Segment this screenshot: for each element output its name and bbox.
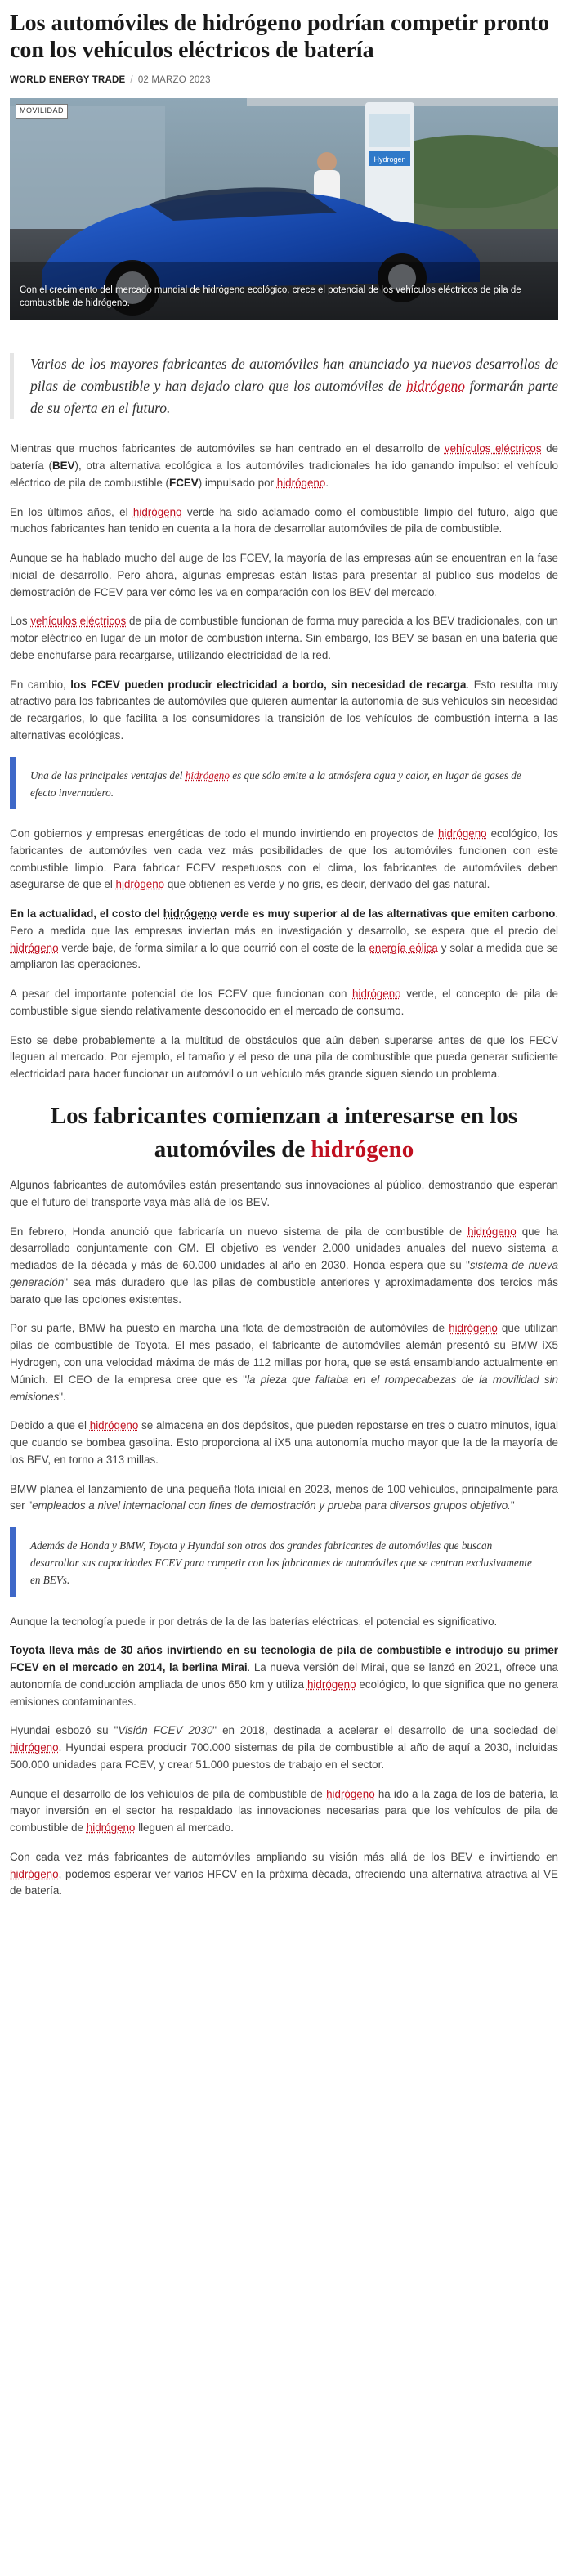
paragraph — [10, 1849, 558, 1900]
bold-text: BEV — [51, 459, 75, 473]
station-sign: Hydrogen — [373, 155, 406, 164]
text: Varios de los mayores fabricantes de automóviles han anunciado ya nuevos desarrollos de pilas de combustible y han dejado claro que los automóviles de — [30, 355, 558, 394]
article-title: Los automóviles de hidrógeno podrían competir pronto con los vehículos eléctricos de batería — [10, 11, 550, 64]
text: lleguen al mercado. — [135, 1821, 234, 1835]
text: A pesar del importante potencial de los FCEV que funcionan con — [10, 988, 353, 1001]
text: Los fabricantes comienzan a interesarse en los automóviles de — [50, 1102, 518, 1163]
link-hidrogeno[interactable]: hidrógeno — [89, 1419, 139, 1432]
text: verde baje, de forma similar a lo que ocurrió con el coste de la — [58, 941, 369, 954]
paragraph: Esto se debe probablemente a la multitud de obstáculos que aún deben superarse antes de que los FECV lleguen al mercado. Por ejemplo, el tamaño y el peso de una pila de combustible que pueda generar suficiente electricidad para hacer funcionar un automóvil o un vehículo más grande siguen siendo un problema. — [10, 1033, 558, 1081]
paragraph: Algunos fabricantes de automóviles están presentando sus innovaciones al público, demostrando que esperan que el futuro del transporte vaya más allá de los BEV. — [10, 1179, 558, 1208]
link-vehiculos-electricos[interactable]: vehículos eléctricos — [444, 442, 542, 455]
paragraph — [10, 1786, 558, 1837]
bold-text: FCEV — [169, 476, 199, 489]
text: , podemos esperar ver varios HFCV en la próxima década, ofreciendo una alternativa atractiva al VE de batería. — [10, 1867, 558, 1897]
text: En los últimos años, el — [10, 505, 133, 518]
quote-bar — [10, 1527, 16, 1597]
text: En febrero, Honda anunció que fabricaría un nuevo sistema de pila de combustible de — [10, 1225, 468, 1238]
category-badge[interactable]: MOVILIDAD — [16, 104, 68, 119]
link-hidrogeno[interactable]: hidrógeno — [10, 1867, 59, 1880]
italic-text: la pieza que faltaba en el rompecabezas de la movilidad sin emisiones — [10, 1373, 558, 1403]
quote-text — [16, 757, 558, 809]
text: " — [510, 1499, 515, 1512]
paragraph: Aunque la tecnología puede ir por detrás de la de las baterías eléctricas, el potencial es significativo. — [10, 1615, 498, 1628]
bold-text: los FCEV pueden producir electricidad a bordo, sin necesidad de recarga — [70, 678, 467, 691]
article-body — [10, 441, 558, 1900]
text: y solar a medida que se ampliaron las operaciones. — [10, 941, 558, 971]
link-hidrogeno[interactable]: hidrógeno — [467, 1225, 517, 1238]
paragraph — [10, 677, 558, 745]
article-date: 02 MARZO 2023 — [137, 75, 211, 86]
paragraph — [10, 826, 558, 894]
text: ha ido a la zaga de los de batería, la mayor inversión en el sector ha respaldado las innovaciones necesarias para que los vehículos de pila de combustible de — [10, 1787, 558, 1835]
link-energia-eolica[interactable]: energía eólica — [369, 941, 438, 954]
italic-text: sistema de nueva generación — [10, 1259, 558, 1288]
text: que obtienen es verde y no gris, es decir, derivado del gas natural. — [164, 878, 490, 891]
link-hidrogeno[interactable]: hidrógeno — [185, 768, 230, 782]
text: ) impulsado por — [198, 476, 277, 489]
text: ". — [59, 1390, 66, 1403]
quote-bar — [10, 757, 16, 809]
text: ), otra alternativa ecológica a los automóviles tradicionales ha ido ganando impulso: el vehículo eléctrico de pila de combustible ( — [10, 459, 558, 489]
paragraph — [10, 906, 558, 974]
bold-text: En la actualidad, el costo del — [10, 907, 163, 921]
paragraph — [10, 1224, 558, 1309]
text: que ha desarrollado conjuntamente con GM. El objetivo es vender 2.000 unidades anuales del nuevo sistema a mediados de la década y más de 60.000 unidades al año en 2030. Honda espera que su " — [10, 1225, 558, 1272]
paragraph — [10, 441, 558, 491]
section-heading — [18, 1100, 550, 1166]
hero-caption: Con el crecimiento del mercado mundial de hidrógeno ecológico, crece el potencial de los vehículos eléctricos de pila de combustible de hidrógeno. — [20, 284, 521, 309]
link-hidrogeno[interactable]: hidrógeno — [10, 941, 59, 954]
link-hidrogeno[interactable]: hidrógeno — [10, 1741, 59, 1754]
link-vehiculos-electricos[interactable]: vehículos eléctricos — [30, 615, 127, 628]
link-hidrogeno[interactable]: hidrógeno — [115, 878, 165, 891]
paragraph — [10, 1320, 558, 1405]
paragraph: Aunque se ha hablado mucho del auge de los FCEV, la mayoría de las empresas aún se encuentran en la fase inicial de desarrollo. Pero ahora, algunas empresas están listas para presentar al público sus modelos de demostración de FCEV para ver cómo les va en comparación con los BEV del mercado. — [10, 552, 558, 598]
text: de batería ( — [10, 442, 558, 473]
text: . — [325, 476, 329, 489]
text: Con cada vez más fabricantes de automóviles ampliando su visión más allá de los BEV e invirtiendo en — [10, 1850, 558, 1863]
italic-text: Visión FCEV 2030 — [118, 1724, 213, 1737]
paragraph — [10, 986, 558, 1020]
heading-highlight: hidrógeno — [311, 1136, 414, 1163]
text: . La nueva versión del Mirai, que se lanzó en 2021, ofrece una autonomía de conducción ampliada de unos 650 km y utiliza — [10, 1661, 558, 1691]
hero-image — [10, 98, 558, 320]
text: " sea más duradero que las pilas de combustible anteriores y aproximadamente dos tercios más barato que las opciones existentes. — [10, 1275, 558, 1306]
text: Debido a que el — [10, 1419, 90, 1432]
bold-text: verde es muy superior al de las alternativas que emiten carbono — [217, 907, 556, 921]
text: Hyundai esbozó su " — [10, 1724, 119, 1737]
text: Por su parte, BMW ha puesto en marcha una flota de demostración de automóviles de — [10, 1322, 449, 1335]
text: . Hyundai espera producir 700.000 sistemas de pila de combustible al año de aquí a 2030, incluidas 500.000 unidades para FCEV, y crear 51.000 puestos de trabajo en el sector. — [10, 1741, 558, 1771]
italic-text: empleados a nivel internacional con fines de demostración y prueba para diversos grupos objetivo. — [32, 1499, 511, 1512]
text: formarán parte de su oferta en el futuro. — [30, 378, 558, 417]
paragraph — [10, 1481, 558, 1516]
link-hidrogeno[interactable]: hidrógeno — [406, 378, 465, 394]
quote-text: Además de Honda y BMW, Toyota y Hyundai son otros dos grandes fabricantes de automóviles que buscan desarrollar sus capacidades FCEV para competir con los fabricantes de automóviles que se centran exclusivamente en BEVs. — [30, 1539, 532, 1587]
paragraph — [10, 1723, 558, 1773]
link-hidrogeno[interactable]: hidrógeno — [449, 1322, 498, 1335]
text: BMW planea el lanzamiento de una pequeña flota inicial en 2023, menos de 100 vehículos, principalmente para ser " — [10, 1482, 558, 1512]
article-source[interactable]: WORLD ENERGY TRADE — [10, 75, 126, 86]
text: Una de las principales ventajas del — [30, 768, 186, 782]
text: " en 2018, destinada a acelerar el desarrollo de una sociedad del — [212, 1724, 558, 1737]
paragraph — [10, 613, 558, 664]
text: Mientras que muchos fabricantes de automóviles se han centrado en el desarrollo de — [10, 442, 445, 455]
text: ecológico, los fabricantes de automóviles ven cada vez más posibilidades de que los automóviles funcionen con este combustible limpio. Para fabricar FCEV respetuosos con el clima, los fabricantes de automóviles deben asegurarse de que el — [10, 827, 558, 891]
text: En cambio, — [10, 678, 71, 691]
text: es que sólo emite a la atmósfera agua y calor, en lugar de gases de efecto invernadero. — [30, 768, 521, 799]
paragraph — [10, 504, 558, 539]
text: Aunque el desarrollo de los vehículos de pila de combustible de — [10, 1787, 327, 1800]
meta-separator: / — [130, 75, 133, 86]
link-hidrogeno[interactable]: hidrógeno — [306, 1678, 356, 1691]
pull-quote — [10, 757, 558, 809]
pull-quote — [10, 1527, 558, 1597]
text: verde, el concepto de pila de combustible sigue siendo relativamente desconocido en el mercado de consumo. — [10, 988, 558, 1017]
link-hidrogeno[interactable]: hidrógeno — [438, 827, 487, 840]
text: que utilizan pilas de combustible de Toyota. El mes pasado, el fabricante de automóviles alemán presentó su BMW iX5 Hydrogen, con una velocidad máxima de más de 112 millas por hora, que se está ensamblando actualmente en Múnich. El CEO de la empresa cree que es " — [10, 1322, 558, 1386]
link-hidrogeno[interactable]: hidrógeno — [86, 1821, 136, 1835]
text: se almacena en dos depósitos, que pueden repostarse en tres o cuatro minutos, igual que cuando se bombea gasolina. Esto proporciona al iX5 una autonomía mucho mayor que la de la mayoría de los BEV, en torno a 313 millas. — [10, 1419, 558, 1466]
paragraph — [10, 1418, 558, 1468]
text: ecológico, lo que significa que no genera emisiones contaminantes. — [10, 1678, 558, 1708]
link-hidrogeno[interactable]: hidrógeno — [163, 907, 217, 921]
paragraph — [10, 1642, 558, 1710]
text: verde ha sido aclamado como el combustible limpio del futuro, algo que muchos fabricantes han tenido en cuenta a la hora de desarrollar automóviles de pila de combustible. — [10, 505, 558, 535]
link-hidrogeno[interactable]: hidrógeno — [276, 476, 326, 489]
link-hidrogeno[interactable]: hidrógeno — [132, 505, 182, 518]
link-hidrogeno[interactable]: hidrógeno — [326, 1787, 375, 1800]
link-hidrogeno[interactable]: hidrógeno — [352, 988, 401, 1001]
text: Con gobiernos y empresas energéticas de todo el mundo invirtiendo en proyectos de — [10, 827, 439, 840]
text: de pila de combustible funcionan de forma muy parecida a los BEV tradicionales, con un motor eléctrico en lugar de un motor de combustión interna. Sin embargo, los BEV se basan en una batería que debe enchufarse para recargarse, utilizando electricidad de la red. — [10, 615, 559, 661]
article-meta — [10, 74, 558, 88]
article-lead — [10, 353, 558, 419]
text: . Esto resulta muy atractivo para los fabricantes de automóviles que quieren aumentar la autonomía de sus vehículos sin necesidad de recargarlos, lo que facilita a los consumidores la transición de los vehículos de combustión interna a las alternativas ecológicas. — [10, 678, 558, 741]
bold-text: Toyota lleva más de 30 años invirtiendo en su tecnología de pila de combustible e introdujo su primer FCEV en el mercado en 2014, la berlina Mirai — [10, 1644, 558, 1674]
text: Los — [10, 615, 31, 628]
text: . Pero a medida que las empresas inviertan más en investigación y desarrollo, se espera que el precio del — [10, 907, 559, 937]
